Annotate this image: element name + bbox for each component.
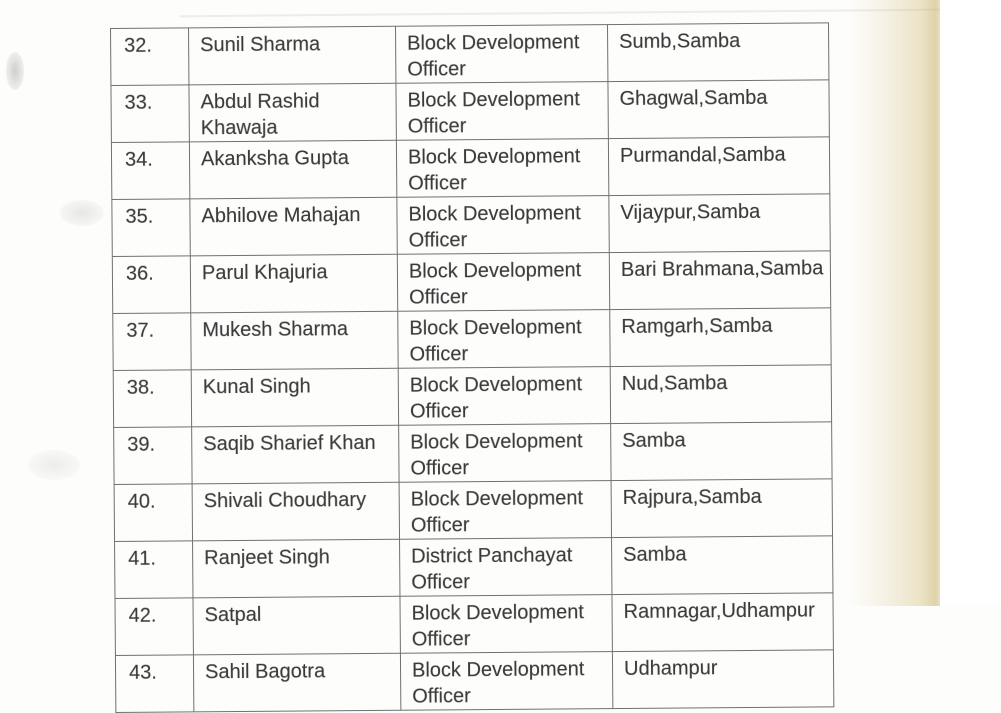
scan-background <box>940 0 1001 606</box>
cell-name: Parul Khajuria <box>190 254 397 313</box>
cell-serial: 40. <box>114 484 192 542</box>
cell-serial: 32. <box>111 28 189 86</box>
table-rotor <box>110 22 834 713</box>
table-row <box>114 422 832 485</box>
cell-name: Saqib Sharief Khan <box>192 425 399 484</box>
table-row <box>113 308 831 371</box>
cell-serial: 43. <box>115 655 193 713</box>
cell-location: Rajpura,Samba <box>611 479 832 538</box>
cell-designation: Block Development Officer <box>395 25 607 84</box>
cell-location: Ramnagar,Udhampur <box>612 593 833 652</box>
table-row <box>115 593 833 656</box>
scan-smudge <box>6 52 24 90</box>
table-row <box>112 251 830 314</box>
officers-table <box>110 22 834 713</box>
cell-name: Sunil Sharma <box>189 26 396 85</box>
cell-name: Sahil Bagotra <box>193 653 400 712</box>
cell-designation: Block Development Officer <box>398 310 610 369</box>
scan-artifact-line <box>180 9 940 18</box>
cell-designation: Block Development Officer <box>397 196 609 255</box>
cell-serial: 41. <box>115 541 193 599</box>
cell-name: Shivali Choudhary <box>192 482 399 541</box>
cell-location: Ramgarh,Samba <box>610 308 831 367</box>
cell-designation: Block Development Officer <box>400 652 612 711</box>
cell-name: Satpal <box>193 596 400 655</box>
cell-serial: 34. <box>111 142 189 200</box>
scan-smudge <box>28 450 80 480</box>
table-row <box>112 194 830 257</box>
cell-name: Abdul Rashid Khawaja <box>189 83 396 142</box>
cell-name: Abhilove Mahajan <box>190 197 397 256</box>
cell-name: Mukesh Sharma <box>191 311 398 370</box>
cell-location: Vijaypur,Samba <box>609 194 830 253</box>
cell-designation: Block Development Officer <box>398 367 610 426</box>
cell-designation: Block Development Officer <box>399 424 611 483</box>
cell-name: Ranjeet Singh <box>193 539 400 598</box>
cell-location: Purmandal,Samba <box>608 137 829 196</box>
cell-serial: 35. <box>112 199 190 257</box>
table-row <box>113 365 831 428</box>
cell-location: Bari Brahmana,Samba <box>609 251 830 310</box>
cell-serial: 36. <box>112 256 190 314</box>
cell-serial: 39. <box>114 427 192 485</box>
cell-designation: Block Development Officer <box>396 139 608 198</box>
table-row <box>114 479 832 542</box>
table-row <box>111 80 829 143</box>
scan-smudge <box>60 200 104 226</box>
cell-serial: 42. <box>115 598 193 656</box>
table-row <box>111 137 829 200</box>
cell-location: Samba <box>612 536 833 595</box>
cell-designation: Block Development Officer <box>400 595 612 654</box>
cell-designation: Block Development Officer <box>397 253 609 312</box>
cell-serial: 37. <box>113 313 191 371</box>
cell-location: Ghagwal,Samba <box>608 80 829 139</box>
cell-name: Kunal Singh <box>191 368 398 427</box>
cell-location: Samba <box>611 422 832 481</box>
cell-location: Udhampur <box>612 650 833 709</box>
table-row <box>115 650 833 713</box>
cell-designation: Block Development Officer <box>399 481 611 540</box>
page-edge-shading <box>848 0 940 606</box>
cell-designation: Block Development Officer <box>396 82 608 141</box>
cell-designation: District Panchayat Officer <box>400 538 612 597</box>
cell-name: Akanksha Gupta <box>189 140 396 199</box>
officers-table-body <box>111 23 834 713</box>
cell-serial: 38. <box>113 370 191 428</box>
cell-location: Sumb,Samba <box>607 23 828 82</box>
cell-location: Nud,Samba <box>610 365 831 424</box>
table-row <box>115 536 833 599</box>
cell-serial: 33. <box>111 85 189 143</box>
table-row <box>111 23 829 86</box>
